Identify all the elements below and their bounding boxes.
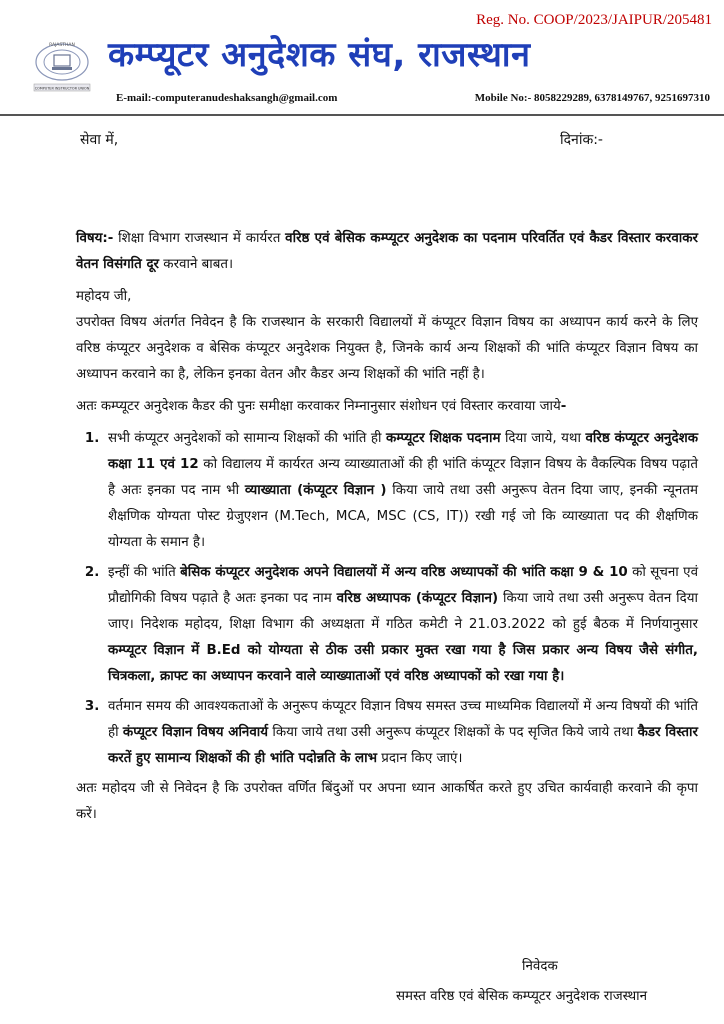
globe-icon bbox=[36, 42, 88, 80]
point-3 bbox=[104, 694, 698, 772]
point-1-bold: व्याख्याता (कंप्यूटर विज्ञान ) bbox=[244, 483, 387, 498]
greeting: महोदय जी, bbox=[76, 289, 132, 304]
request-dash: - bbox=[560, 399, 567, 414]
subject-line bbox=[76, 226, 698, 278]
letter-body bbox=[76, 226, 698, 834]
point-1-text: दिया जाये, यथा bbox=[500, 431, 586, 446]
signature-label: निवेदक bbox=[522, 959, 558, 974]
subject-text: शिक्षा विभाग राजस्थान में कार्यरत bbox=[113, 231, 286, 246]
header-divider bbox=[0, 114, 724, 116]
union-logo bbox=[30, 38, 94, 96]
point-1-bold: कम्प्यूटर शिक्षक पदनाम bbox=[386, 431, 501, 446]
point-1-text: को विद्यालय में कार्यरत अन्य व्याख्याताओं की ही भांति कंप्यूटर विज्ञान विषय के वैकल्पिक विषय पढ़ाते है अतः इनका पद नाम भी bbox=[108, 457, 698, 498]
point-2 bbox=[104, 560, 698, 690]
points-list bbox=[76, 426, 698, 772]
point-2-bold: कम्प्यूटर विज्ञान में B.Ed को योग्यता से ठीक उसी प्रकार मुक्त रखा गया है जिस प्रकार अन्य विषय जैसे संगीत, चित्रकला, क्राफ्ट का अध्यापन करवाने वाले व्याख्याताओं एवं वरिष्ठ अध्यापकों को रखा गया है। bbox=[108, 643, 698, 684]
point-1-text: किया जाये तथा उसी अनुरूप वेतन दिया जाए, इनकी न्यूनतम शैक्षणिक योग्यता पोस्ट ग्रेजुएशन (M.Tech, MCA, MSC (CS, IT)) रखी गई जो कि व्याख्याता पद की शैक्षणिक योग्यता के समान है। bbox=[108, 483, 698, 550]
request-text: अतः कम्प्यूटर अनुदेशक कैडर की पुनः समीक्षा करवाकर निम्नानुसार संशोधन एवं विस्तार करवाया जाये bbox=[76, 399, 561, 414]
contact-mobile: Mobile No:- 8058229289, 6378149767, 9251697310 bbox=[474, 92, 710, 104]
point-1 bbox=[104, 426, 698, 556]
point-2-bold: वरिष्ठ अध्यापक (कंप्यूटर विज्ञान) bbox=[336, 591, 499, 606]
organisation-title: कम्प्यूटर अनुदेशक संघ, राजस्थान bbox=[108, 35, 531, 75]
date-label: दिनांक:- bbox=[560, 132, 603, 148]
point-3-text: किया जाये तथा उसी अनुरूप कंप्यूटर शिक्षकों के पद सृजित किये जाये तथा bbox=[268, 725, 638, 740]
logo-text-top: RAJASTHAN bbox=[49, 43, 75, 48]
point-3-bold: कैडर विस्तार करतें हुए सामान्य शिक्षकों की ही भांति पदोन्नति के लाभ bbox=[108, 725, 698, 766]
contact-email: E-mail:-computeranudeshaksangh@gmail.com bbox=[116, 92, 338, 104]
point-3-text: प्रदान किए जाएं। bbox=[376, 751, 463, 766]
registration-number: Reg. No. COOP/2023/JAIPUR/205481 bbox=[476, 12, 712, 28]
subject-bold: वरिष्ठ एवं बेसिक कम्प्यूटर अनुदेशक का पदनाम परिवर्तित एवं कैडर विस्तार करवाकर वेतन विसंगति दूर bbox=[76, 231, 698, 272]
point-2-text: किया जाये तथा उसी अनुरूप वेतन दिया जाए। निदेशक महोदय, शिक्षा विभाग की अध्यक्षता में गठित कमेटी ने 21.03.2022 को हुई बैठक में निर्णयानुसार bbox=[108, 591, 698, 632]
subject-text-end: करवाने बाबत। bbox=[159, 257, 234, 272]
request-line bbox=[76, 394, 698, 420]
point-2-text: इन्हीं की भांति bbox=[108, 565, 181, 580]
logo-caption: COMPUTER INSTRUCTOR UNION bbox=[34, 86, 90, 91]
point-1-text: सभी कंप्यूटर अनुदेशकों को सामान्य शिक्षकों की भांति ही bbox=[108, 431, 386, 446]
salutation: सेवा में, bbox=[80, 132, 119, 148]
point-3-bold: कंप्यूटर विज्ञान विषय अनिवार्य bbox=[122, 725, 269, 740]
point-2-bold: बेसिक कंप्यूटर अनुदेशक अपने विद्यालयों में अन्य वरिष्ठ अध्यापकों की भांति कक्षा 9 & 10 bbox=[180, 565, 628, 580]
closing-paragraph: अतः महोदय जी से निवेदन है कि उपरोक्त वर्णित बिंदुओं पर अपना ध्यान आकर्षित करते हुए उचित कार्यवाही करवाने की कृपा करें। bbox=[76, 781, 698, 822]
point-1-bold: वरिष्ठ कंप्यूटर अनुदेशक कक्षा 11 एवं 12 bbox=[108, 431, 698, 472]
intro-paragraph: उपरोक्त विषय अंतर्गत निवेदन है कि राजस्थान के सरकारी विद्यालयों में कंप्यूटर विज्ञान विषय का अध्यापन कार्य करने के लिए वरिष्ठ कंप्यूटर अनुदेशक व बेसिक कंप्यूटर अनुदेशक नियुक्त है, जिनके कार्य अन्य शिक्षकों की भांति कंप्यूटर विज्ञान विषय का अध्यापन करवाने का है, लेकिन इनका वेतन और कैडर अन्य शिक्षकों की भांति नहीं है। bbox=[76, 315, 698, 382]
signature-name: समस्त वरिष्ठ एवं बेसिक कम्प्यूटर अनुदेशक राजस्थान bbox=[396, 989, 648, 1004]
subject-label: विषय:- bbox=[76, 231, 114, 246]
point-3-text: वर्तमान समय की आवश्यकताओं के अनुरूप कंप्यूटर विज्ञान विषय समस्त उच्च माध्यमिक विद्यालयों में अन्य विषयों की भांति ही bbox=[108, 699, 698, 740]
point-2-text: को सूचना एवं प्रौद्योगिकी विषय पढ़ाते है अतः इनका पद नाम bbox=[108, 565, 699, 606]
